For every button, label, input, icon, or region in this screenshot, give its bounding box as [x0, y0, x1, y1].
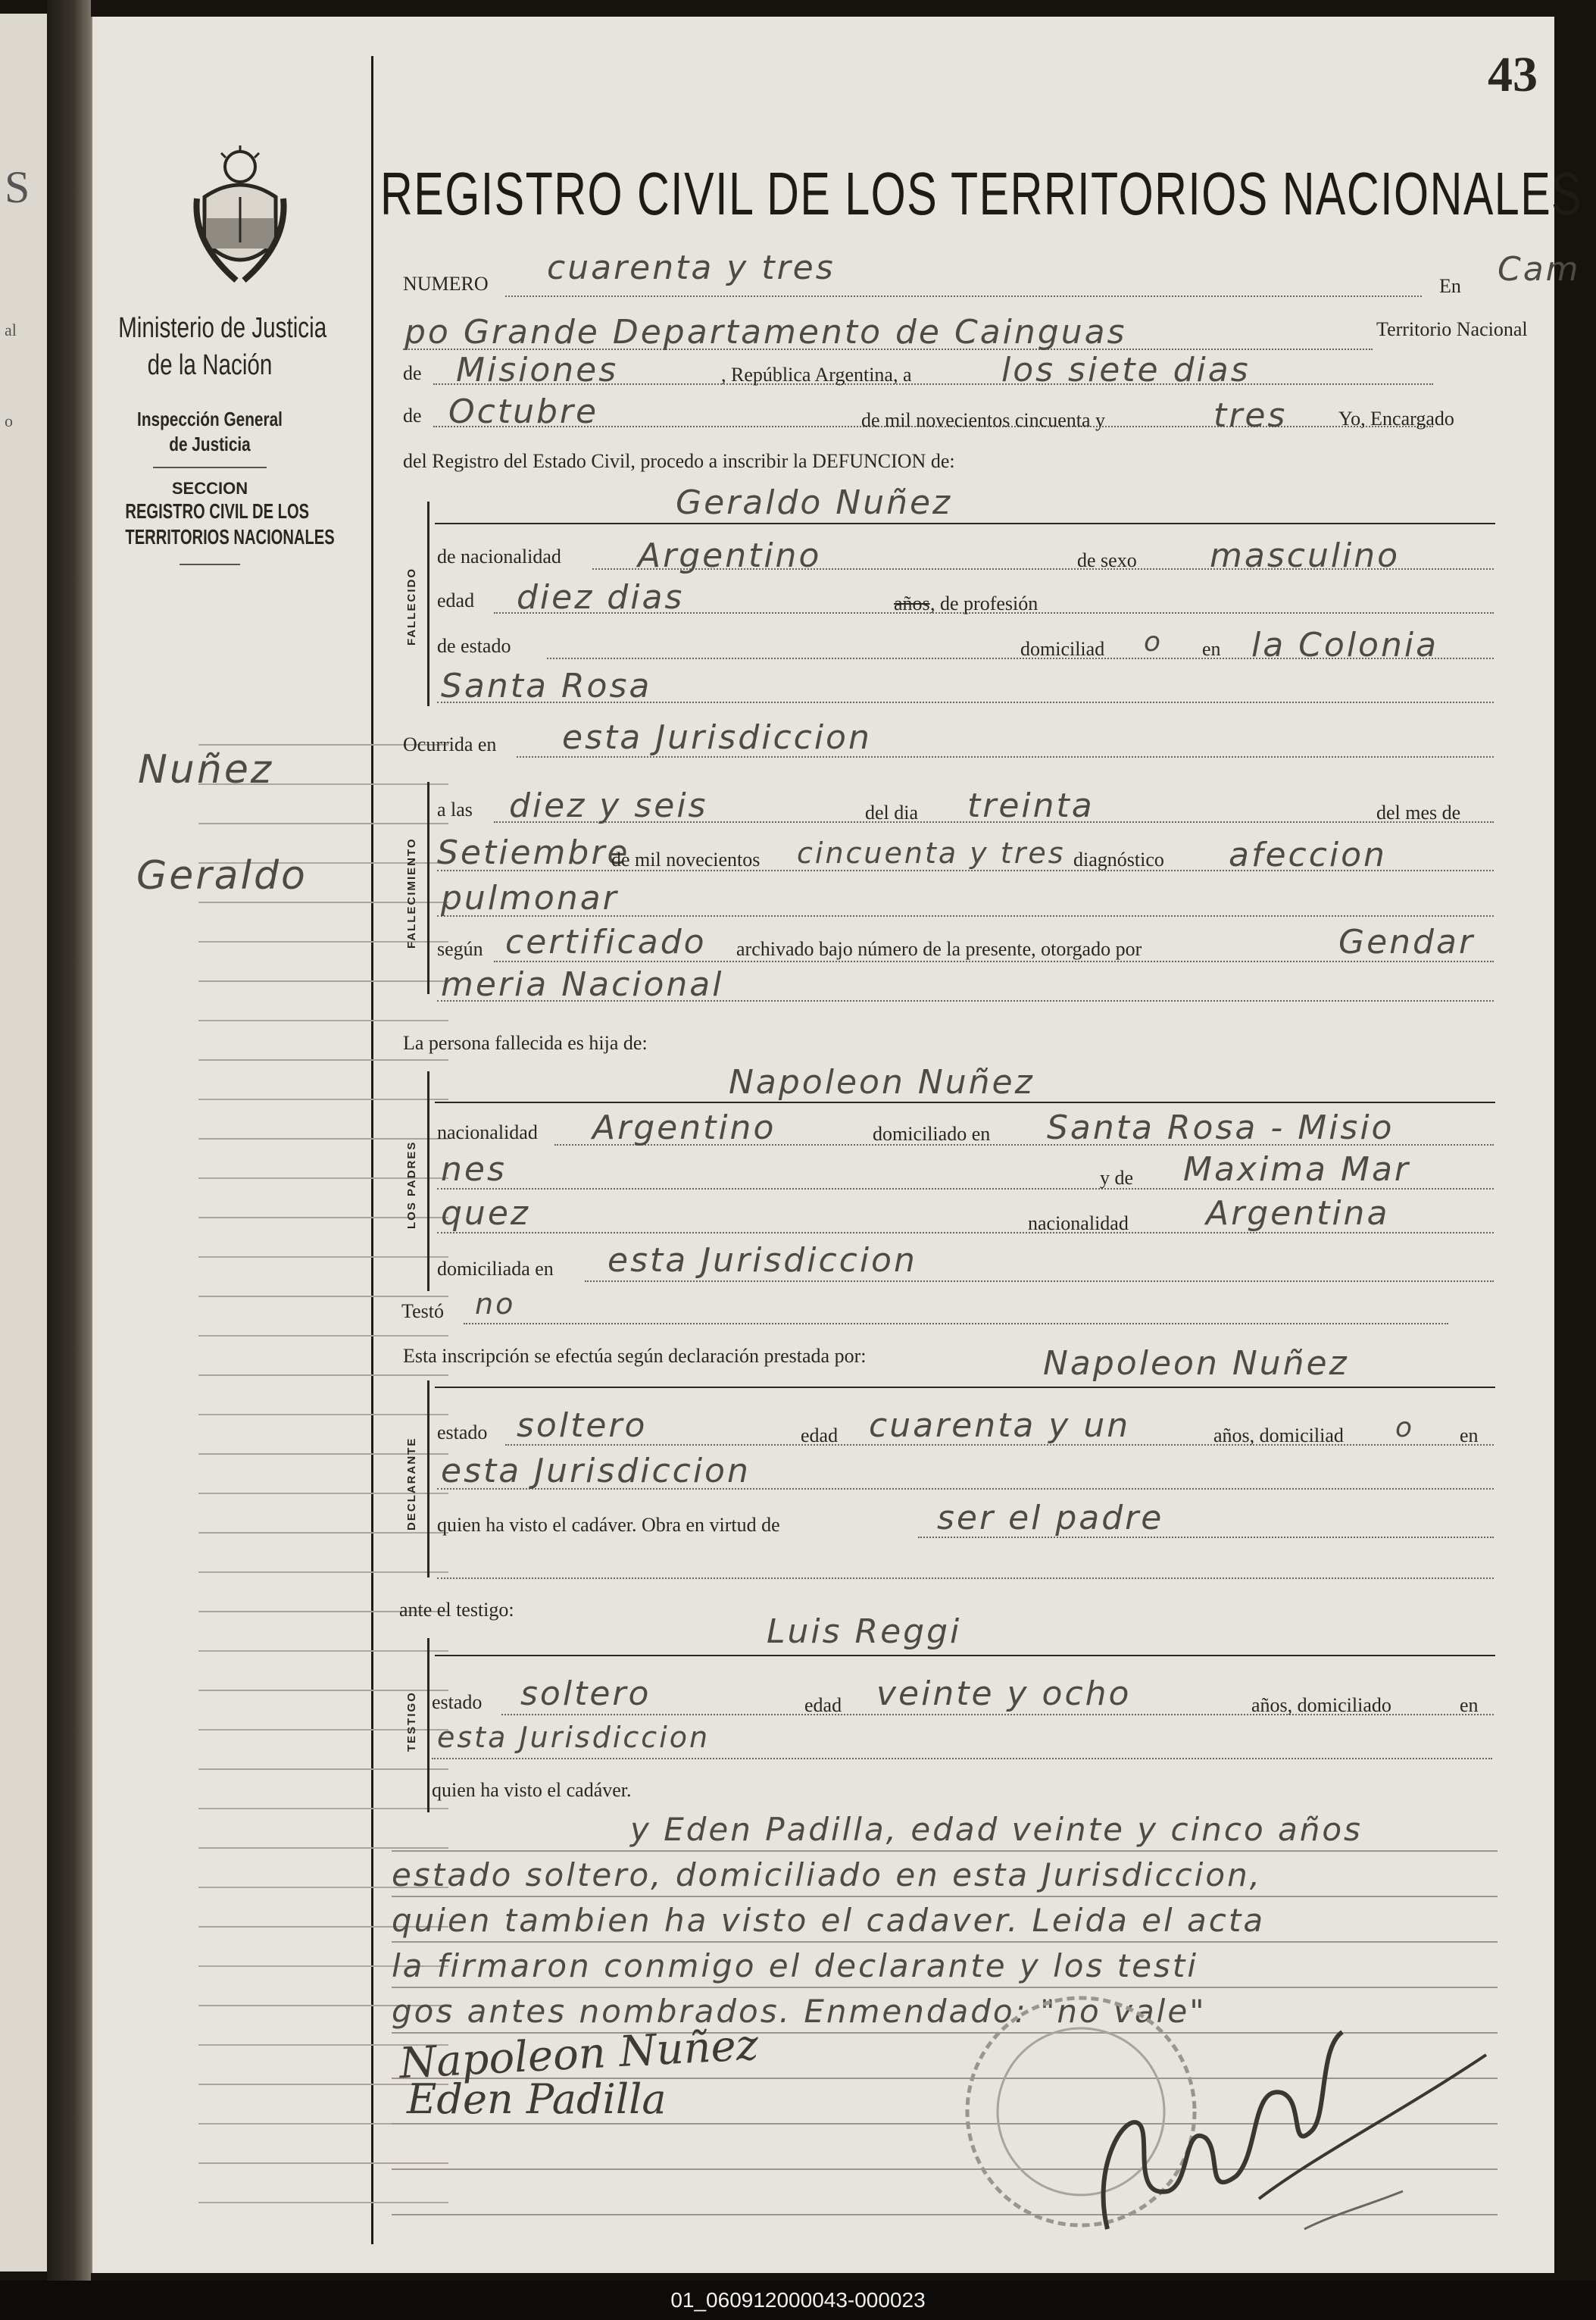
testigo-nombre: Luis Reggi [767, 1612, 962, 1651]
domiciliado-label: domiciliad [1020, 638, 1105, 660]
diagnostico-value-line2: pulmonar [441, 879, 619, 918]
book-binding [47, 0, 91, 2281]
anos-label: años, domiciliad [1213, 1424, 1344, 1446]
mil-label: de mil novecientos [611, 849, 761, 871]
declarante-domicilio: esta Jurisdiccion [441, 1452, 751, 1490]
territorio-label: Territorio Nacional [1376, 318, 1528, 340]
testigo-side-label: TESTIGO [405, 1691, 418, 1752]
madre-nacionalidad-label: nacionalidad [1028, 1212, 1129, 1234]
en-value: Cam [1498, 250, 1581, 289]
declarante-edad: cuarenta y un [869, 1406, 1131, 1445]
anio-value: tres [1213, 396, 1288, 435]
padre-domicilio-line2: nes [441, 1150, 507, 1189]
padre-nombre: Napoleon Nuñez [729, 1063, 1035, 1102]
anos-label: años, domiciliado [1251, 1694, 1391, 1716]
fallecido-nombre: Geraldo Nuñez [676, 483, 953, 522]
padres-bracket [427, 1071, 429, 1291]
visto-label: quien ha visto el cadáver. [432, 1779, 632, 1801]
madre-nombre-line2: quez [441, 1194, 530, 1233]
testigo-domicilio: esta Jurisdiccion [437, 1721, 711, 1754]
domiciliado-label: domiciliado en [873, 1123, 991, 1145]
fallecimiento-mes-value: Setiembre [437, 833, 630, 872]
section-name-line2: TERRITORIOS NACIONALES [125, 525, 335, 549]
testigo-bracket [427, 1638, 429, 1812]
nacionalidad-label: de nacionalidad [437, 546, 561, 567]
mes-value: Octubre [448, 392, 599, 431]
sexo-label: de sexo [1077, 549, 1137, 571]
madre-nacionalidad: Argentina [1206, 1194, 1390, 1233]
inspection-label-line2: de Justicia [169, 433, 251, 455]
hija-label: La persona fallecida es hija de: [403, 1032, 648, 1054]
closing-line: y Eden Padilla, edad veinte y cinco años [630, 1811, 1363, 1848]
inspection-label: Inspección General [137, 408, 283, 430]
otorgado-value-line2: meria Nacional [441, 965, 724, 1004]
republica-label: , República Argentina, a [721, 364, 912, 386]
visto-label: quien ha visto el cadáver. Obra en virtud de [437, 1514, 780, 1536]
form-title: REGISTRO CIVIL DE LOS TERRITORIOS NACIONALES [380, 160, 1583, 227]
en-label: en [1202, 638, 1221, 660]
en-label: En [1439, 275, 1461, 297]
previous-page-fragment: S [5, 162, 30, 212]
edad-label: edad [437, 589, 475, 611]
profesion-label: , de profesión [930, 593, 1038, 614]
ministry-name: Ministerio de Justicia [118, 312, 327, 344]
declarante-nombre: Napoleon Nuñez [1043, 1344, 1349, 1383]
declarante-virtud: ser el padre [937, 1499, 1164, 1537]
fallecimiento-anio-value: cincuenta y tres [797, 836, 1066, 870]
fallecimiento-side-label: FALLECIMIENTO [405, 837, 418, 949]
ministry-name-line2: de la Nación [147, 349, 273, 381]
territorio-value: Misiones [456, 351, 619, 389]
y-de-label: y de [1100, 1167, 1134, 1189]
previous-page-fragment: al [5, 320, 17, 339]
signature-declarante: Napoleon Nuñez [398, 2020, 760, 2089]
declarante-side-label: DECLARANTE [405, 1437, 418, 1531]
testo-label: Testó [401, 1300, 444, 1322]
testo-value: no [475, 1287, 516, 1321]
segun-value: certificado [505, 923, 707, 961]
mil-label: de mil novecientos cincuenta y [861, 409, 1106, 431]
declarante-estado: soltero [517, 1406, 648, 1445]
madre-nombre: Maxima Mar [1183, 1150, 1411, 1189]
domicilio-value: la Colonia [1251, 626, 1439, 664]
padre-domicilio: Santa Rosa - Misio [1047, 1108, 1395, 1147]
archivado-label: archivado bajo número de la presente, otorgado por [736, 938, 1142, 960]
dia-value: treinta [967, 786, 1095, 825]
madre-domicilio: esta Jurisdiccion [607, 1241, 917, 1280]
nacionalidad-value: Argentino [638, 536, 822, 575]
testigo-estado: soltero [520, 1674, 651, 1713]
sexo-value: masculino [1210, 536, 1401, 575]
declarante-bracket [427, 1380, 429, 1577]
closing-line: gos antes nombrados. Enmendado: "no vale" [392, 1993, 1207, 2030]
margin-rule [371, 56, 373, 2244]
estado-label: estado [432, 1691, 483, 1713]
ocurrida-label: Ocurrida en [403, 733, 497, 755]
anos-label: años [894, 593, 930, 614]
de-label: de [403, 362, 422, 384]
domicilio-value-line2: Santa Rosa [441, 667, 652, 705]
yo-label: Yo, Encargado [1338, 408, 1454, 430]
padre-nacionalidad: Argentino [592, 1108, 776, 1147]
nacionalidad-label: nacionalidad [437, 1121, 538, 1143]
del-dia-label: del dia [865, 802, 919, 824]
declarante-domiciliado-suffix: o [1395, 1412, 1415, 1443]
ministry-header [92, 311, 335, 565]
numero-label: NUMERO [403, 273, 489, 295]
de-label: de [403, 405, 422, 427]
testigo-edad: veinte y ocho [876, 1674, 1132, 1713]
previous-page-edge [0, 14, 49, 2272]
ocurrida-value: esta Jurisdiccion [562, 718, 872, 757]
coat-of-arms-icon [191, 144, 289, 288]
diagnostico-value: afeccion [1229, 836, 1387, 874]
registro-label: del Registro del Estado Civil, procedo a inscribir la DEFUNCION de: [403, 450, 955, 472]
section-label: SECCION [171, 479, 248, 498]
numero-value: cuarenta y tres [547, 249, 835, 287]
otorgado-value: Gendar [1338, 923, 1476, 961]
edad-label: edad [801, 1424, 839, 1446]
margin-surname: Nuñez [138, 747, 274, 793]
diagnostico-label: diagnóstico [1073, 849, 1164, 871]
ante-label: ante el testigo: [399, 1599, 514, 1621]
margin-given-name: Geraldo [136, 853, 308, 899]
inscripcion-label: Esta inscripción se efectúa según declaración prestada por: [403, 1345, 867, 1367]
register-page [91, 17, 1583, 2273]
image-id-bar: 01_060912000043-000023 [0, 2281, 1596, 2320]
closing-line: quien tambien ha visto el cadaver. Leida el acta [392, 1902, 1266, 1939]
signature-testigo: Eden Padilla [407, 2075, 667, 2123]
fallecido-side-label: FALLECIDO [405, 567, 418, 646]
en-label: en [1460, 1694, 1479, 1716]
dias-value: los siete dias [1001, 351, 1251, 389]
previous-page-fragment: o [5, 411, 13, 430]
edad-label: edad [804, 1694, 842, 1716]
padres-side-label: LOS PADRES [405, 1140, 418, 1229]
en-label: en [1460, 1424, 1479, 1446]
signature-encargado-icon [1077, 2002, 1501, 2244]
a-las-label: a las [437, 799, 473, 821]
domiciliada-label: domiciliada en [437, 1258, 554, 1280]
fallecimiento-bracket [427, 782, 429, 994]
hora-value: diez y seis [509, 786, 708, 825]
fallecido-bracket [427, 502, 429, 706]
section-name: REGISTRO CIVIL DE LOS [125, 499, 310, 523]
estado-label: estado [437, 1421, 488, 1443]
estado-label: de estado [437, 635, 511, 657]
domiciliado-suffix: o [1144, 627, 1163, 658]
closing-line: estado soltero, domiciliado en esta Jurisdiccion, [392, 1856, 1263, 1893]
lugar-value: po Grande Departamento de Cainguas [404, 313, 1127, 352]
segun-label: según [437, 938, 483, 960]
closing-line: la firmaron conmigo el declarante y los testi [392, 1947, 1199, 1984]
page-number: 43 [1488, 47, 1538, 102]
mes-label: del mes de [1376, 802, 1461, 824]
edad-value: diez dias [517, 578, 685, 617]
